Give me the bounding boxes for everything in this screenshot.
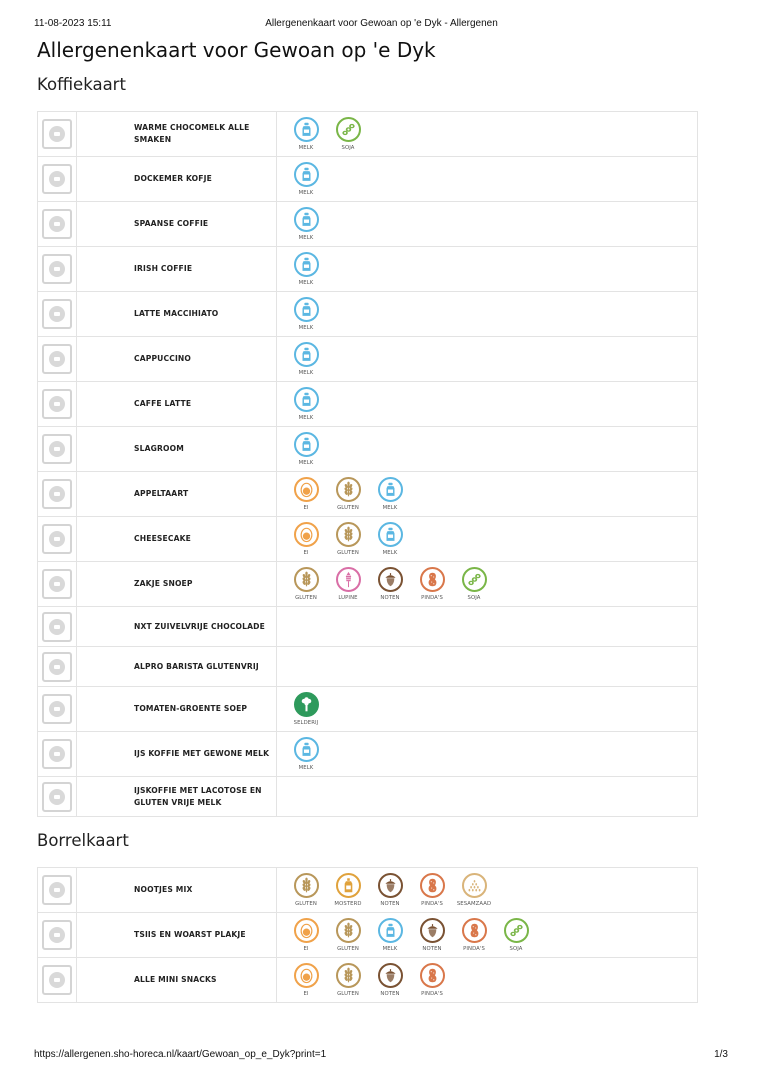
camera-icon: [49, 126, 65, 142]
allergen-badge-melk: [285, 117, 327, 151]
product-image-placeholder: [42, 875, 72, 905]
camera-icon: [49, 396, 65, 412]
menu-table-koffiekaart: [37, 111, 698, 817]
product-name-cell: [77, 562, 277, 607]
allergen-badge-pindas: [411, 567, 453, 601]
allergen-label: GLUTEN: [337, 550, 359, 556]
product-image-placeholder: [42, 254, 72, 284]
allergen-badge-pindas: [453, 918, 495, 952]
milk-bottle-icon: [294, 297, 319, 322]
camera-icon: [49, 746, 65, 762]
product-image-placeholder: [42, 164, 72, 194]
product-image-cell: [38, 777, 77, 817]
product-image-cell: [38, 868, 77, 913]
allergens-cell: [277, 202, 698, 247]
product-image-placeholder: [42, 920, 72, 950]
milk-bottle-icon: [294, 432, 319, 457]
print-url: https://allergenen.sho-horeca.nl/kaart/Gewoan_op_e_Dyk?print=1: [34, 1049, 327, 1060]
milk-bottle-icon: [378, 477, 403, 502]
product-image-placeholder: [42, 965, 72, 995]
product-image-placeholder: [42, 119, 72, 149]
allergen-label: MELK: [382, 505, 398, 511]
peanut-icon: [462, 918, 487, 943]
allergens-cell: [277, 247, 698, 292]
print-datetime: 11-08-2023 15:11: [34, 18, 112, 29]
allergen-label: EI: [303, 550, 309, 556]
allergens-cell: [277, 647, 698, 687]
allergen-label: MELK: [298, 190, 314, 196]
product-name: CAFFE LATTE: [134, 399, 192, 408]
allergen-label: PINDA'S: [421, 595, 443, 601]
allergens-cell: [277, 732, 698, 777]
allergen-label: SOJA: [341, 145, 355, 151]
allergens-cell: [277, 607, 698, 647]
milk-bottle-icon: [294, 162, 319, 187]
table-row: [38, 958, 698, 1003]
acorn-icon: [378, 567, 403, 592]
wheat-icon: [294, 873, 319, 898]
allergen-list: [277, 387, 697, 421]
allergen-label: SOJA: [467, 595, 481, 601]
print-document-title: Allergenenkaart voor Gewoan op 'e Dyk - Allergenen: [265, 18, 498, 29]
product-image-cell: [38, 517, 77, 562]
camera-icon: [49, 351, 65, 367]
allergen-label: LUPINE: [338, 595, 358, 601]
allergen-label: SESAMZAAD: [456, 901, 492, 907]
product-name-cell: [77, 958, 277, 1003]
product-name: IJS KOFFIE MET GEWONE MELK: [134, 749, 270, 758]
camera-icon: [49, 531, 65, 547]
camera-icon: [49, 216, 65, 232]
product-image-cell: [38, 958, 77, 1003]
allergen-badge-ei: [285, 963, 327, 997]
wheat-icon: [336, 963, 361, 988]
product-image-placeholder: [42, 694, 72, 724]
allergen-label: SOJA: [509, 946, 523, 952]
product-image-cell: [38, 732, 77, 777]
table-row: [38, 562, 698, 607]
allergen-label: MELK: [298, 370, 314, 376]
allergen-badge-pindas: [411, 873, 453, 907]
camera-icon: [49, 306, 65, 322]
product-name-cell: [77, 868, 277, 913]
allergen-label: PINDA'S: [421, 991, 443, 997]
allergen-badge-gluten: [285, 567, 327, 601]
allergen-list: [277, 522, 697, 556]
product-name: TSIIS EN WOARST PLAKJE: [134, 930, 246, 939]
allergen-label: PINDA'S: [421, 901, 443, 907]
allergens-cell: [277, 958, 698, 1003]
wheat-icon: [294, 567, 319, 592]
allergen-list: [277, 963, 697, 997]
product-image-placeholder: [42, 389, 72, 419]
allergen-badge-melk: [285, 387, 327, 421]
wheat-icon: [336, 918, 361, 943]
allergen-list: [277, 207, 697, 241]
table-row: [38, 292, 698, 337]
camera-icon: [49, 171, 65, 187]
allergen-list: [277, 252, 697, 286]
allergen-badge-gluten: [285, 873, 327, 907]
product-name-cell: [77, 292, 277, 337]
table-row: [38, 517, 698, 562]
allergen-label: EI: [303, 991, 309, 997]
allergen-badge-gluten: [327, 522, 369, 556]
allergens-cell: [277, 382, 698, 427]
product-image-cell: [38, 647, 77, 687]
product-image-placeholder: [42, 344, 72, 374]
allergen-label: MELK: [298, 415, 314, 421]
acorn-icon: [378, 963, 403, 988]
product-image-cell: [38, 607, 77, 647]
product-name: SPAANSE COFFIE: [134, 219, 209, 228]
product-name: NOOTJES MIX: [134, 885, 193, 894]
table-row: [38, 607, 698, 647]
allergen-label: MELK: [382, 550, 398, 556]
allergen-badge-lupine: [327, 567, 369, 601]
product-image-placeholder: [42, 782, 72, 812]
allergens-cell: [277, 562, 698, 607]
product-name: ALLE MINI SNACKS: [134, 975, 217, 984]
camera-icon: [49, 659, 65, 675]
product-image-placeholder: [42, 524, 72, 554]
allergen-badge-ei: [285, 522, 327, 556]
camera-icon: [49, 576, 65, 592]
camera-icon: [49, 441, 65, 457]
product-image-cell: [38, 112, 77, 157]
allergen-list: [277, 162, 697, 196]
camera-icon: [49, 927, 65, 943]
allergens-cell: [277, 472, 698, 517]
product-name-cell: [77, 732, 277, 777]
allergen-badge-gluten: [327, 963, 369, 997]
camera-icon: [49, 882, 65, 898]
acorn-icon: [378, 873, 403, 898]
print-header: [0, 18, 763, 32]
product-image-cell: [38, 913, 77, 958]
allergen-label: GLUTEN: [337, 946, 359, 952]
product-name: NXT ZUIVELVRIJE CHOCOLADE: [134, 621, 265, 631]
table-row: [38, 157, 698, 202]
allergen-badge-melk: [285, 207, 327, 241]
allergen-label: NOTEN: [380, 991, 400, 997]
product-name: SLAGROOM: [134, 444, 184, 453]
allergen-badge-soja: [453, 567, 495, 601]
camera-icon: [49, 972, 65, 988]
product-name-cell: [77, 687, 277, 732]
allergen-badge-melk: [285, 162, 327, 196]
allergen-label: SELDERIJ: [293, 720, 319, 726]
product-name-cell: [77, 202, 277, 247]
product-image-placeholder: [42, 434, 72, 464]
camera-icon: [49, 701, 65, 717]
product-name-cell: [77, 913, 277, 958]
soy-pod-icon: [504, 918, 529, 943]
allergen-list: [277, 567, 697, 601]
allergen-badge-mosterd: [327, 873, 369, 907]
allergen-label: GLUTEN: [337, 505, 359, 511]
egg-icon: [294, 477, 319, 502]
product-image-placeholder: [42, 209, 72, 239]
allergens-cell: [277, 913, 698, 958]
milk-bottle-icon: [294, 252, 319, 277]
product-image-cell: [38, 247, 77, 292]
allergen-label: GLUTEN: [295, 595, 317, 601]
table-row: [38, 913, 698, 958]
allergen-badge-melk: [369, 477, 411, 511]
allergens-cell: [277, 112, 698, 157]
table-row: [38, 337, 698, 382]
mustard-bottle-icon: [336, 873, 361, 898]
product-name: CHEESECAKE: [134, 534, 191, 543]
product-image-cell: [38, 687, 77, 732]
allergens-cell: [277, 687, 698, 732]
allergen-badge-melk: [285, 432, 327, 466]
product-name: WARME CHOCOMELK ALLE SMAKEN: [134, 123, 250, 144]
egg-icon: [294, 963, 319, 988]
milk-bottle-icon: [378, 522, 403, 547]
table-row: [38, 427, 698, 472]
product-name-cell: [77, 607, 277, 647]
product-name: TOMATEN-GROENTE SOEP: [134, 704, 248, 713]
allergen-badge-noten: [369, 873, 411, 907]
page-title: Allergenenkaart voor Gewoan op 'e Dyk: [37, 38, 436, 62]
allergens-cell: [277, 427, 698, 472]
allergen-badge-ei: [285, 918, 327, 952]
camera-icon: [49, 619, 65, 635]
allergen-label: EI: [303, 505, 309, 511]
table-row: [38, 732, 698, 777]
egg-icon: [294, 918, 319, 943]
milk-bottle-icon: [294, 117, 319, 142]
product-image-cell: [38, 292, 77, 337]
allergen-badge-gluten: [327, 918, 369, 952]
allergen-label: MELK: [298, 280, 314, 286]
product-name-cell: [77, 247, 277, 292]
milk-bottle-icon: [294, 387, 319, 412]
allergen-label: MELK: [298, 145, 314, 151]
product-image-cell: [38, 157, 77, 202]
allergen-badge-gluten: [327, 477, 369, 511]
page-number: 1/3: [714, 1049, 728, 1060]
allergen-label: MELK: [382, 946, 398, 952]
product-name-cell: [77, 647, 277, 687]
allergen-label: MOSTERD: [334, 901, 362, 907]
product-image-cell: [38, 427, 77, 472]
camera-icon: [49, 789, 65, 805]
section-title-borrelkaart: Borrelkaart: [37, 831, 129, 850]
peanut-icon: [420, 567, 445, 592]
allergen-badge-noten: [411, 918, 453, 952]
product-image-placeholder: [42, 479, 72, 509]
allergen-label: MELK: [298, 235, 314, 241]
product-image-cell: [38, 562, 77, 607]
table-row: [38, 202, 698, 247]
camera-icon: [49, 261, 65, 277]
allergen-badge-melk: [285, 342, 327, 376]
allergen-badge-melk: [285, 252, 327, 286]
allergen-label: GLUTEN: [337, 991, 359, 997]
milk-bottle-icon: [294, 737, 319, 762]
product-name-cell: [77, 472, 277, 517]
allergen-list: [277, 297, 697, 331]
table-row: [38, 777, 698, 817]
table-row: [38, 687, 698, 732]
celery-icon: [294, 692, 319, 717]
product-image-placeholder: [42, 652, 72, 682]
product-image-placeholder: [42, 739, 72, 769]
product-name: DOCKEMER KOFJE: [134, 174, 212, 183]
allergens-cell: [277, 517, 698, 562]
allergen-label: EI: [303, 946, 309, 952]
table-row: [38, 382, 698, 427]
menu-table-borrelkaart: [37, 867, 698, 1003]
allergen-list: [277, 117, 697, 151]
allergen-list: [277, 737, 697, 771]
product-name: CAPPUCCINO: [134, 354, 192, 363]
allergen-label: NOTEN: [380, 901, 400, 907]
allergen-badge-noten: [369, 567, 411, 601]
allergen-badge-melk: [369, 918, 411, 952]
allergen-badge-ei: [285, 477, 327, 511]
peanut-icon: [420, 963, 445, 988]
product-name: IJSKOFFIE MET LACOTOSE EN GLUTEN VRIJE MELK: [134, 785, 262, 807]
allergen-list: [277, 873, 697, 907]
table-row: [38, 472, 698, 517]
product-name-cell: [77, 382, 277, 427]
product-image-cell: [38, 202, 77, 247]
allergen-badge-pindas: [411, 963, 453, 997]
product-name-cell: [77, 777, 277, 817]
product-image-placeholder: [42, 612, 72, 642]
lupine-flower-icon: [336, 567, 361, 592]
milk-bottle-icon: [294, 207, 319, 232]
allergen-list: [277, 432, 697, 466]
product-name-cell: [77, 427, 277, 472]
product-name: ZAKJE SNOEP: [134, 579, 193, 588]
table-row: [38, 247, 698, 292]
product-name: APPELTAART: [134, 489, 189, 498]
allergen-label: NOTEN: [422, 946, 442, 952]
sesame-seeds-icon: [462, 873, 487, 898]
allergen-badge-sesamzaad: [453, 873, 495, 907]
table-row: [38, 112, 698, 157]
soy-pod-icon: [462, 567, 487, 592]
allergen-badge-soja: [495, 918, 537, 952]
peanut-icon: [420, 873, 445, 898]
product-name-cell: [77, 157, 277, 202]
allergen-badge-melk: [285, 297, 327, 331]
acorn-icon: [420, 918, 445, 943]
product-name: IRISH COFFIE: [134, 264, 193, 273]
allergen-label: GLUTEN: [295, 901, 317, 907]
allergens-cell: [277, 868, 698, 913]
product-image-cell: [38, 337, 77, 382]
allergen-badge-selderij: [285, 692, 327, 726]
allergen-list: [277, 342, 697, 376]
product-image-cell: [38, 382, 77, 427]
allergens-cell: [277, 157, 698, 202]
product-name-cell: [77, 112, 277, 157]
allergen-label: NOTEN: [380, 595, 400, 601]
wheat-icon: [336, 522, 361, 547]
allergen-label: MELK: [298, 325, 314, 331]
product-image-cell: [38, 472, 77, 517]
section-title-koffiekaart: Koffiekaart: [37, 75, 126, 94]
allergen-list: [277, 692, 697, 726]
product-image-placeholder: [42, 299, 72, 329]
allergen-list: [277, 918, 697, 952]
table-row: [38, 647, 698, 687]
allergen-badge-melk: [285, 737, 327, 771]
soy-pod-icon: [336, 117, 361, 142]
allergens-cell: [277, 777, 698, 817]
camera-icon: [49, 486, 65, 502]
table-row: [38, 868, 698, 913]
allergen-badge-melk: [369, 522, 411, 556]
milk-bottle-icon: [294, 342, 319, 367]
allergen-label: PINDA'S: [463, 946, 485, 952]
milk-bottle-icon: [378, 918, 403, 943]
allergens-cell: [277, 292, 698, 337]
wheat-icon: [336, 477, 361, 502]
product-image-placeholder: [42, 569, 72, 599]
product-name-cell: [77, 337, 277, 382]
allergen-list: [277, 477, 697, 511]
product-name: ALPRO BARISTA GLUTENVRIJ: [134, 661, 259, 671]
egg-icon: [294, 522, 319, 547]
allergen-badge-noten: [369, 963, 411, 997]
allergen-label: MELK: [298, 765, 314, 771]
allergens-cell: [277, 337, 698, 382]
allergen-badge-soja: [327, 117, 369, 151]
product-name: LATTE MACCIHIATO: [134, 309, 219, 318]
allergen-label: MELK: [298, 460, 314, 466]
product-name-cell: [77, 517, 277, 562]
